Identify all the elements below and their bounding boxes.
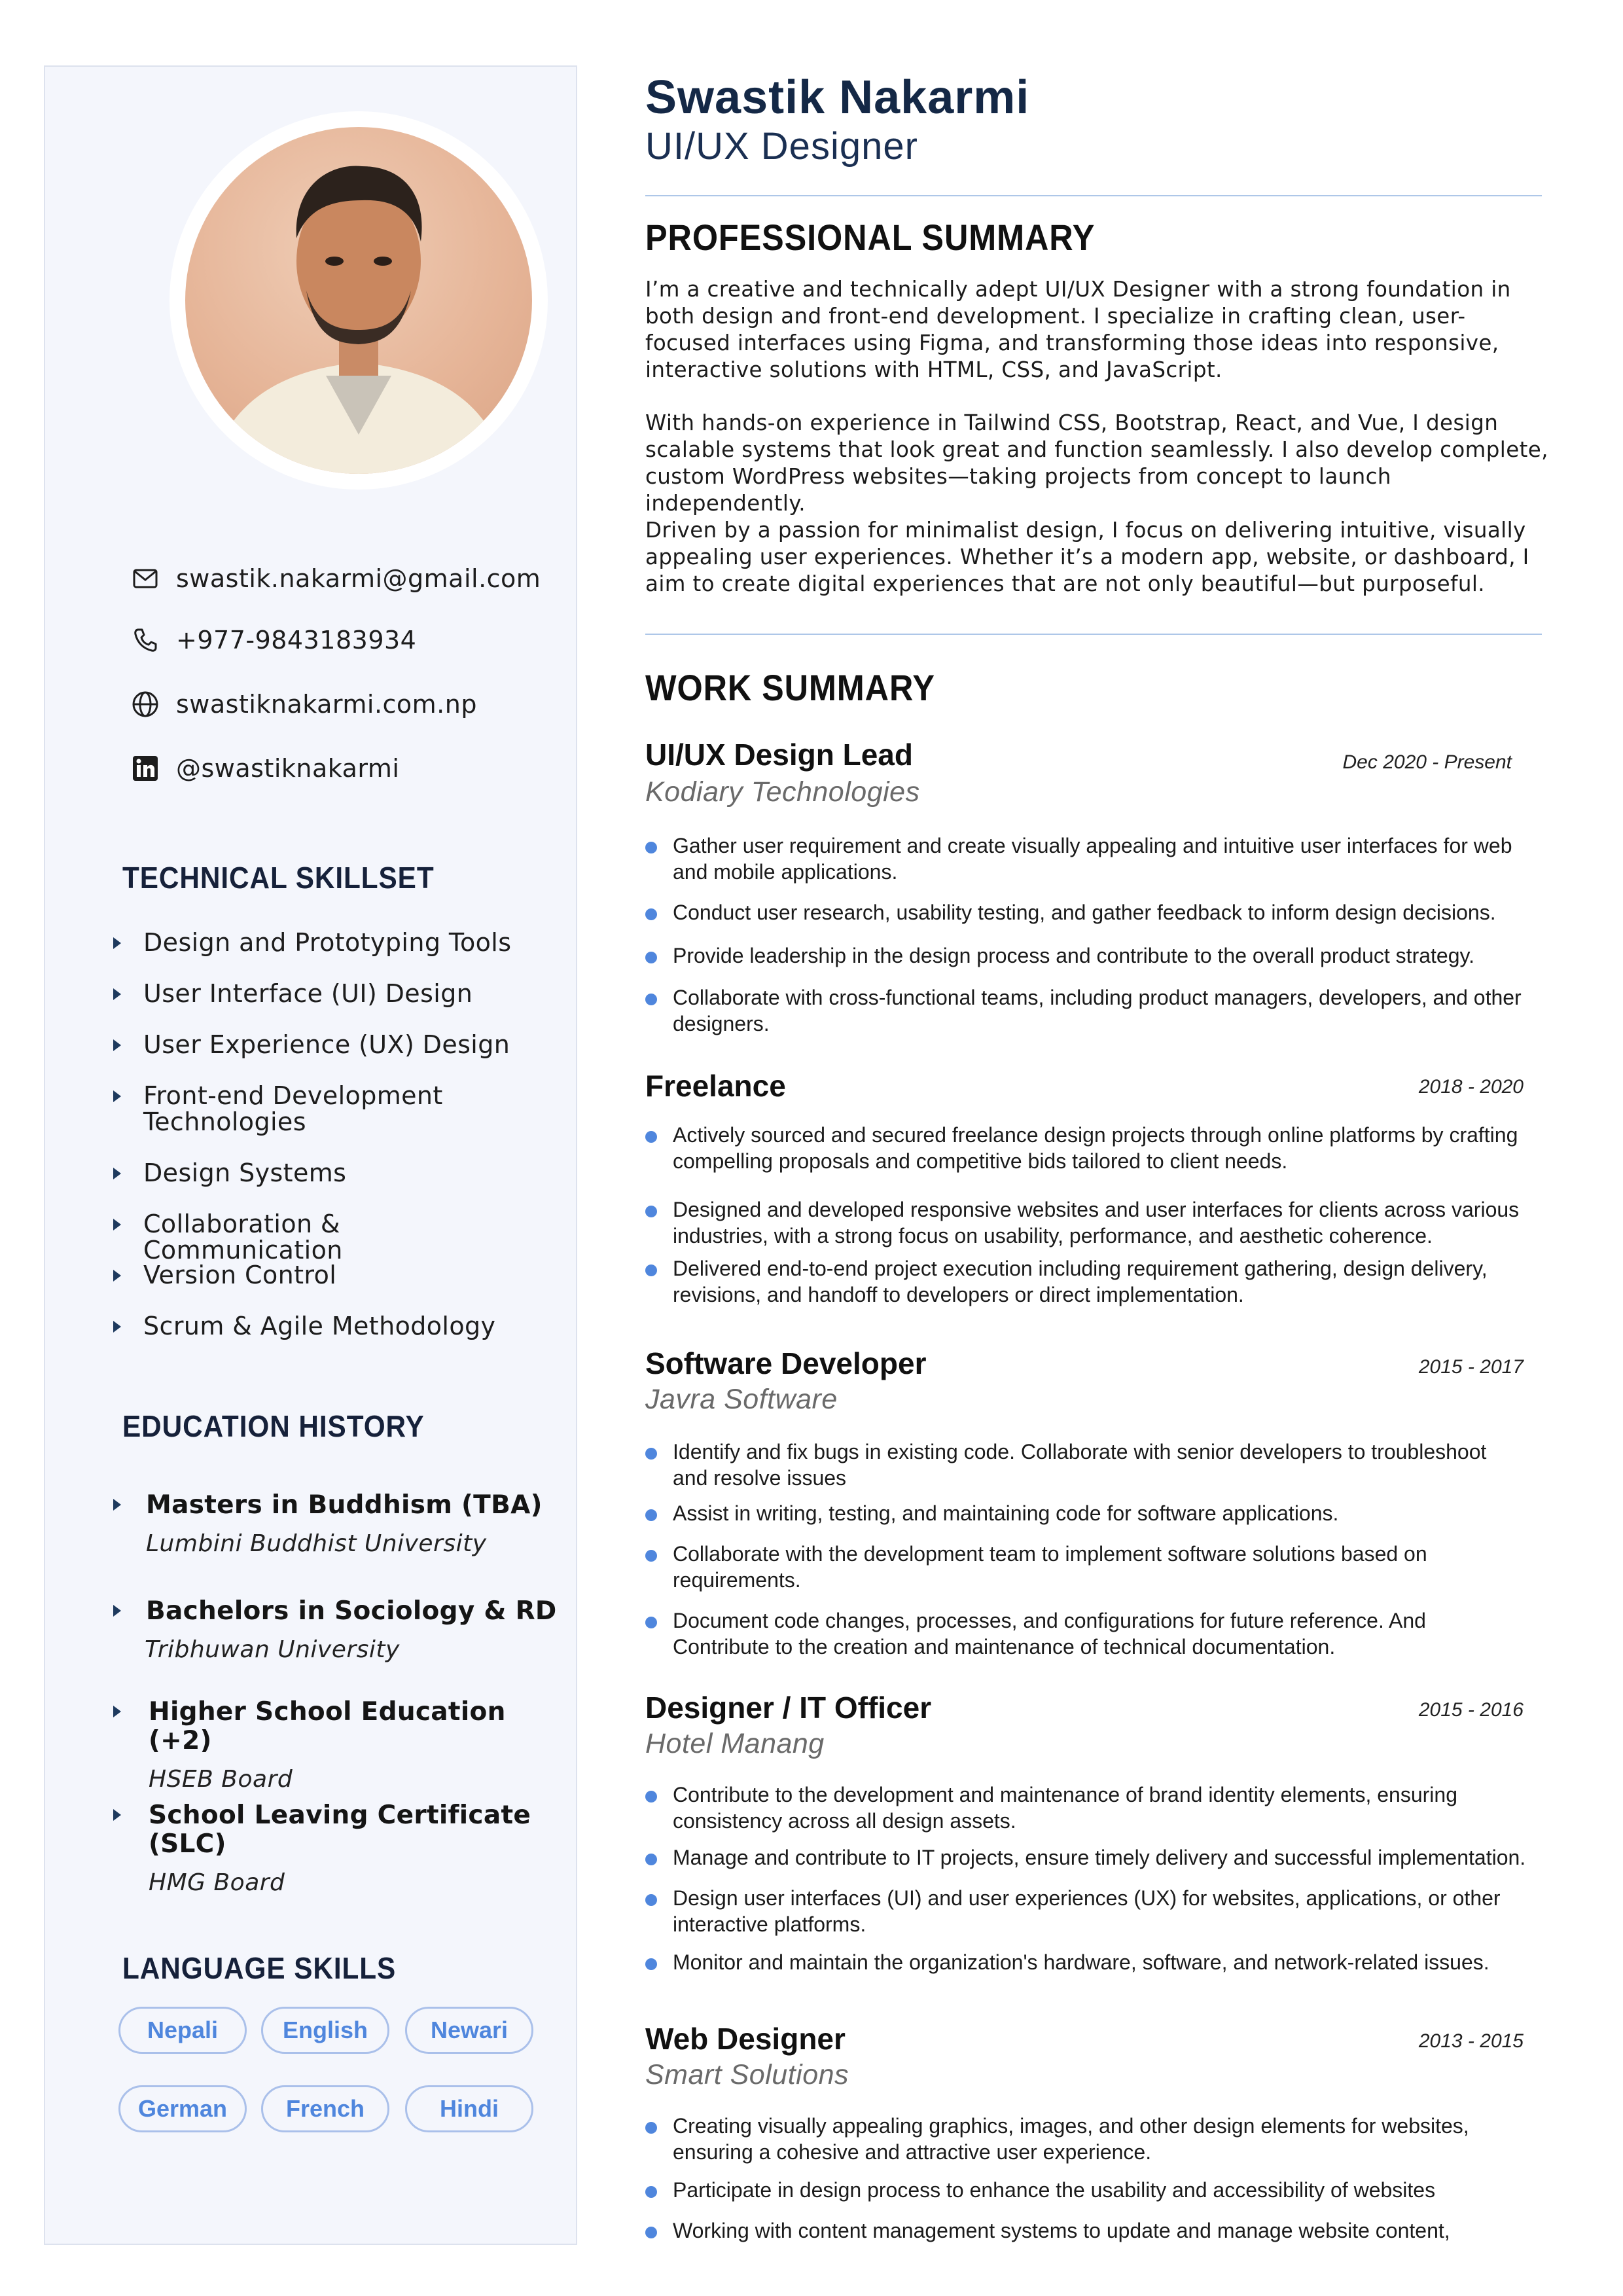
bullet-dot-icon <box>645 1206 657 1217</box>
portrait-illustration <box>185 127 532 474</box>
contact-email-text: swastik.nakarmi@gmail.com <box>176 564 541 593</box>
job-bullet: Creating visually appealing graphics, images, and other design elements for websites, ensuring a cohesive and attractive user experience. <box>645 2113 1575 2165</box>
job-bullet: Contribute to the development and maintenance of brand identity elements, ensuring consistency across all design assets. <box>645 1782 1575 1834</box>
contact-phone-text: +977-9843183934 <box>176 626 417 655</box>
job-bullet: Provide leadership in the design process and contribute to the overall product strategy. <box>645 942 1575 969</box>
bullet-dot-icon <box>645 2227 657 2238</box>
education-school: HMG Board <box>149 1869 285 1896</box>
job-bullet: Designed and developed responsive websites and user interfaces for clients across various industries, with a strong focus on usability, performance, and aesthetic coherence. <box>645 1196 1575 1249</box>
education-item <box>113 1491 543 1557</box>
bullet-triangle-icon <box>113 937 121 949</box>
bullet-dot-icon <box>645 1958 657 1970</box>
phone-icon <box>130 625 160 655</box>
job-bullet: Working with content management systems to update and manage website content, <box>645 2217 1575 2244</box>
language-pill-french: French <box>261 2085 389 2132</box>
job-bullet: Conduct user research, usability testing, and gather feedback to inform design decisions. <box>645 899 1575 925</box>
job-bullet: Identify and fix bugs in existing code. Collaborate with senior developers to troubleshoot and resolve issues <box>645 1439 1575 1491</box>
bullet-dot-icon <box>645 1448 657 1460</box>
education-item <box>113 1801 576 1896</box>
skill-item: User Interface (UI) Design <box>113 980 536 1007</box>
bullet-triangle-icon <box>113 1090 121 1102</box>
job-bullet: Gather user requirement and create visually appealing and intuitive user interfaces for web and mobile applications. <box>645 833 1575 885</box>
job-bullet: Assist in writing, testing, and maintaining code for software applications. <box>645 1500 1575 1526</box>
job-company: Kodiary Technologies <box>645 776 920 808</box>
languages-heading: LANGUAGE SKILLS <box>122 1951 397 1985</box>
profile-photo-frame <box>169 111 548 490</box>
education-item <box>113 1597 557 1663</box>
language-pill-newari: Newari <box>405 2007 533 2054</box>
summary-paragraph-3: Driven by a passion for minimalist design, I focus on delivering intuitive, visually appealing user experiences. Whether it’s a modern app, website, or dashboard, I aim to create digital experiences that are not only beautiful—but purposeful. <box>645 518 1529 596</box>
job-company: Javra Software <box>645 1384 838 1415</box>
bullet-triangle-icon <box>113 1168 121 1179</box>
summary-paragraph-2: With hands-on experience in Tailwind CSS, Bootstrap, React, and Vue, I design scalable systems that look great and function seamlessly. I also develop complete, custom WordPress websites—taking projects from concept to launch independently. <box>645 410 1548 516</box>
bullet-dot-icon <box>645 908 657 920</box>
contact-linkedin-text: @swastiknakarmi <box>176 754 400 783</box>
job-title: Web Designer <box>645 2022 846 2056</box>
job-title: Freelance <box>645 1069 786 1103</box>
job-title: Software Developer <box>645 1346 927 1380</box>
skill-item: Front-end Development Technologies <box>113 1083 451 1135</box>
bullet-dot-icon <box>645 1791 657 1803</box>
bullet-triangle-icon <box>113 1809 121 1821</box>
bullet-dot-icon <box>645 1265 657 1276</box>
job-date: 2018 - 2020 <box>1418 1076 1524 1098</box>
bullet-dot-icon <box>645 842 657 853</box>
job-company: Hotel Manang <box>645 1728 825 1759</box>
bullet-triangle-icon <box>113 1321 121 1333</box>
bullet-triangle-icon <box>113 1039 121 1051</box>
candidate-name: Swastik Nakarmi <box>645 71 1030 124</box>
language-pill-hindi: Hindi <box>405 2085 533 2132</box>
contact-website-text: swastiknakarmi.com.np <box>176 690 477 719</box>
job-bullet: Participate in design process to enhance the usability and accessibility of websites <box>645 2177 1575 2203</box>
skill-item: Collaboration & Communication <box>113 1211 536 1263</box>
job-bullet: Manage and contribute to IT projects, ensure timely delivery and successful implementation. <box>645 1844 1575 1871</box>
profile-photo <box>185 127 532 474</box>
job-title: Designer / IT Officer <box>645 1691 932 1725</box>
job-bullet: Monitor and maintain the organization's hardware, software, and network-related issues. <box>645 1949 1575 1975</box>
job-date: Dec 2020 - Present <box>1342 751 1512 773</box>
education-degree: School Leaving Certificate (SLC) <box>149 1801 531 1859</box>
contact-email[interactable] <box>130 559 541 598</box>
candidate-role: UI/UX Designer <box>645 125 918 168</box>
bullet-dot-icon <box>645 1131 657 1143</box>
job-bullet: Collaborate with cross-functional teams, including product managers, developers, and other designers. <box>645 984 1575 1037</box>
summary-paragraph-1: I’m a creative and technically adept UI/UX Designer with a strong foundation in both design and front-end development. I specialize in crafting clean, user-focused interfaces using Figma, and transforming those ideas into responsive, interactive solutions with HTML, CSS, and JavaScript. <box>645 277 1511 382</box>
linkedin-icon <box>130 753 160 783</box>
skills-heading: TECHNICAL SKILLSET <box>122 861 435 895</box>
job-title: UI/UX Design Lead <box>645 738 913 772</box>
language-pill-nepali: Nepali <box>118 2007 247 2054</box>
job-bullet: Delivered end-to-end project execution including requirement gathering, design delivery, revisions, and handoff to developers or direct implementation. <box>645 1255 1575 1308</box>
job-date: 2015 - 2016 <box>1418 1699 1524 1721</box>
skill-item: Scrum & Agile Methodology <box>113 1313 536 1339</box>
job-date: 2013 - 2015 <box>1418 2030 1524 2052</box>
skill-item: User Experience (UX) Design <box>113 1031 536 1058</box>
education-heading: EDUCATION HISTORY <box>122 1409 425 1443</box>
education-school: Lumbini Buddhist University <box>146 1530 487 1557</box>
contact-linkedin[interactable] <box>130 749 399 788</box>
bullet-dot-icon <box>645 952 657 963</box>
bullet-triangle-icon <box>113 1219 121 1230</box>
education-school: HSEB Board <box>149 1766 293 1793</box>
skill-item: Version Control <box>113 1262 536 1288</box>
work-heading: WORK SUMMARY <box>645 667 935 708</box>
bullet-triangle-icon <box>113 1706 121 1717</box>
bullet-dot-icon <box>645 1854 657 1865</box>
divider <box>645 195 1542 196</box>
bullet-dot-icon <box>645 1550 657 1562</box>
skill-item: Design Systems <box>113 1160 536 1186</box>
language-pill-english: English <box>261 2007 389 2054</box>
divider <box>645 634 1542 635</box>
job-bullet: Collaborate with the development team to implement software solutions based on requirements. <box>645 1541 1575 1593</box>
skill-item: Design and Prototyping Tools <box>113 929 536 956</box>
bullet-dot-icon <box>645 1617 657 1628</box>
education-school: Tribhuwan University <box>145 1636 400 1663</box>
job-bullet: Actively sourced and secured freelance design projects through online platforms by crafting compelling proposals and competitive bids tailored to client needs. <box>645 1122 1575 1174</box>
summary-heading: PROFESSIONAL SUMMARY <box>645 217 1096 258</box>
globe-icon <box>130 689 160 719</box>
bullet-dot-icon <box>645 994 657 1005</box>
contact-phone[interactable] <box>130 620 416 660</box>
bullet-dot-icon <box>645 1509 657 1521</box>
bullet-triangle-icon <box>113 988 121 1000</box>
job-bullet: Design user interfaces (UI) and user experiences (UX) for websites, applications, or other interactive platforms. <box>645 1885 1575 1937</box>
education-degree: Masters in Buddhism (TBA) <box>146 1490 543 1520</box>
education-degree: Higher School Education (+2) <box>149 1697 506 1755</box>
language-pill-german: German <box>118 2085 247 2132</box>
bullet-dot-icon <box>645 1894 657 1906</box>
education-degree: Bachelors in Sociology & RD <box>146 1596 557 1626</box>
job-company: Smart Solutions <box>645 2059 849 2090</box>
bullet-dot-icon <box>645 2186 657 2198</box>
job-bullet: Document code changes, processes, and configurations for future reference. And Contribute to the creation and maintenance of technical documentation. <box>645 1607 1575 1660</box>
education-item <box>113 1698 576 1793</box>
sidebar <box>44 65 577 2245</box>
job-date: 2015 - 2017 <box>1418 1356 1524 1378</box>
bullet-triangle-icon <box>113 1499 121 1511</box>
bullet-triangle-icon <box>113 1605 121 1617</box>
bullet-dot-icon <box>645 2122 657 2134</box>
mail-icon <box>130 564 160 594</box>
contact-website[interactable] <box>130 685 477 724</box>
bullet-triangle-icon <box>113 1270 121 1282</box>
